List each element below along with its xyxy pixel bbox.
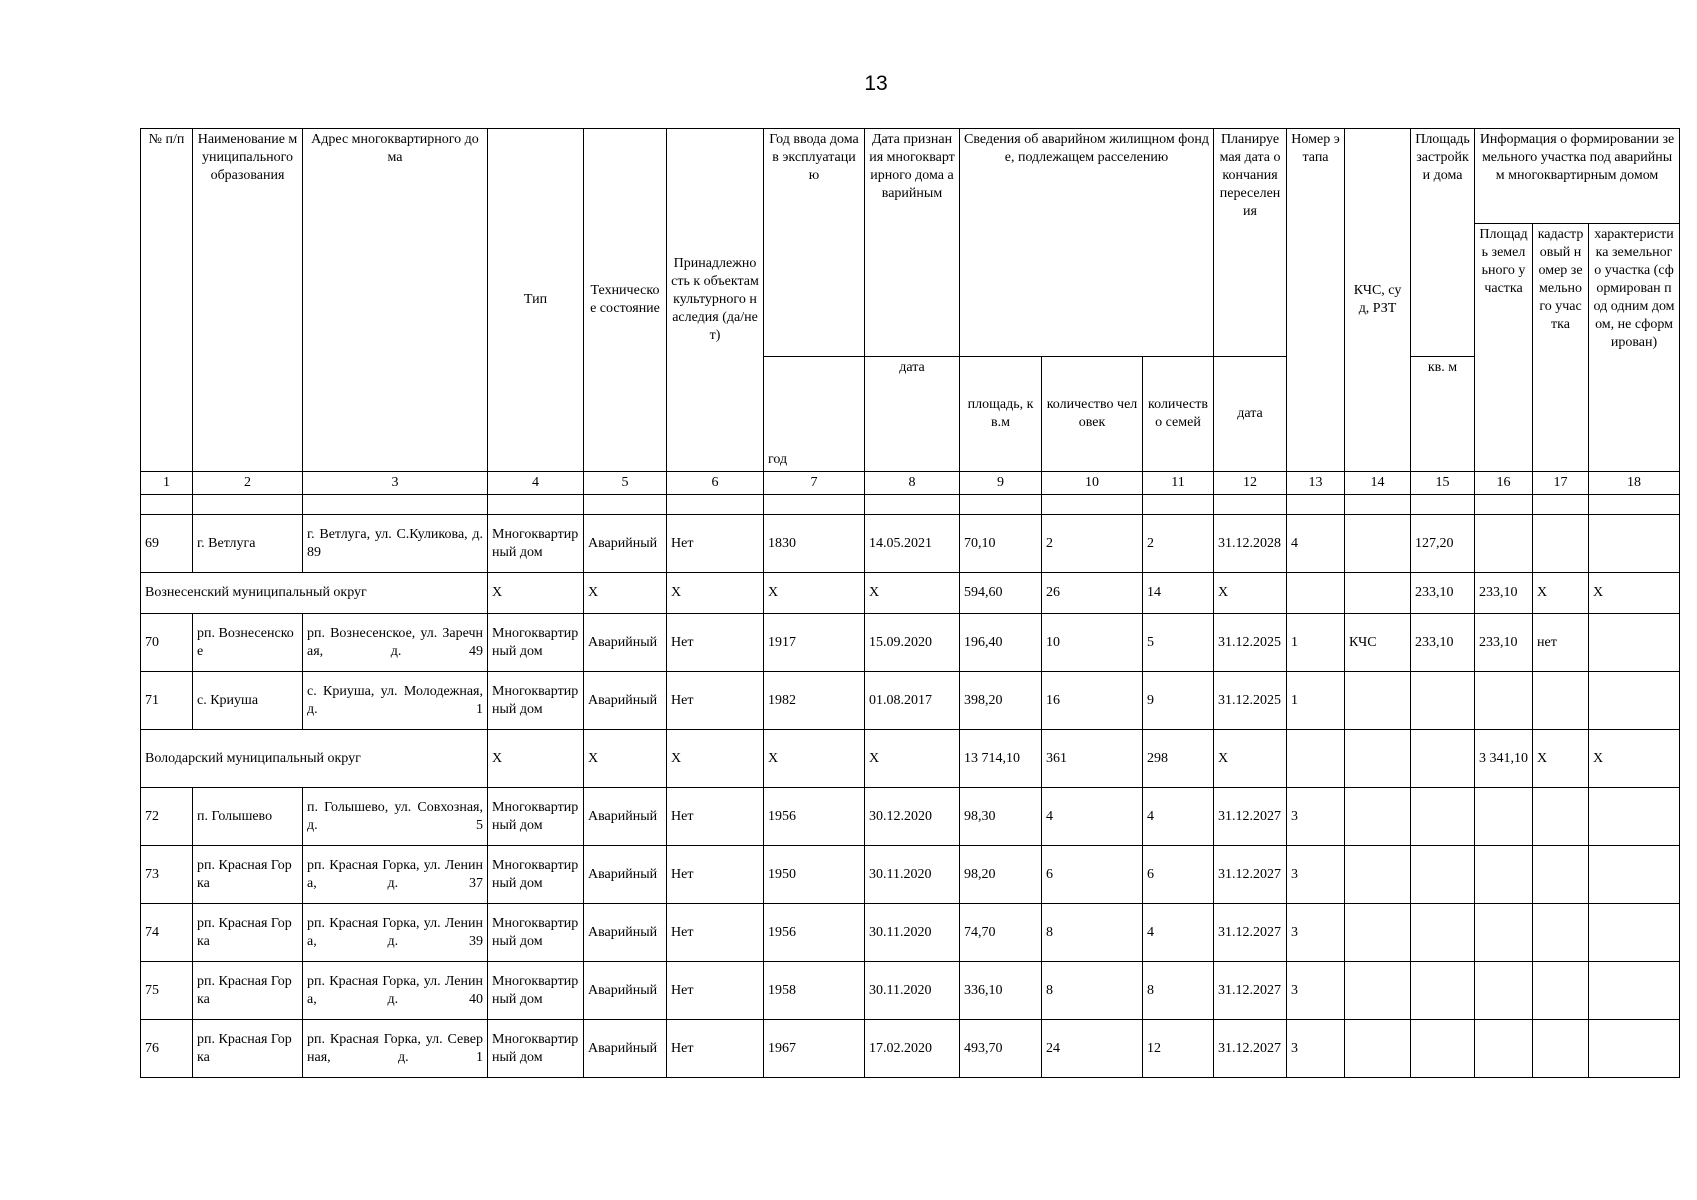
families-cell: 2	[1143, 515, 1214, 573]
cadastral-cell: Х	[1533, 573, 1589, 614]
area-cell: 398,20	[960, 672, 1042, 730]
kchs-cell	[1345, 573, 1411, 614]
table-row	[141, 962, 1680, 1020]
address-cell: рп. Вознесенское, ул. Заречная, д. 49	[303, 614, 488, 672]
header-date-unit: дата	[865, 357, 960, 472]
land-area-cell	[1475, 1020, 1533, 1078]
area-cell: 70,10	[960, 515, 1042, 573]
stage-cell	[1287, 730, 1345, 788]
table-row	[141, 672, 1680, 730]
kchs-cell	[1345, 672, 1411, 730]
column-numbers-row	[141, 472, 1680, 495]
header-tech-state: Техническое состояние	[584, 129, 667, 472]
municipality-cell: рп. Вознесенское	[193, 614, 303, 672]
kchs-cell: КЧС	[1345, 614, 1411, 672]
families-cell: 5	[1143, 614, 1214, 672]
header-people: количество человек	[1042, 357, 1143, 472]
built-area-cell: 127,20	[1411, 515, 1475, 573]
area-cell: 336,10	[960, 962, 1042, 1020]
type-cell: Х	[488, 573, 584, 614]
address-cell: рп. Красная Горка, ул. Ленина, д. 37	[303, 846, 488, 904]
address-cell: г. Ветлуга, ул. С.Куликова, д. 89	[303, 515, 488, 573]
people-cell: 4	[1042, 788, 1143, 846]
stage-cell: 1	[1287, 614, 1345, 672]
planned-end-cell: 31.12.2027	[1214, 904, 1287, 962]
header-cadastral: кадастровый номер земельного участка	[1533, 224, 1589, 472]
date-cell: 30.12.2020	[865, 788, 960, 846]
column-number: 11	[1143, 472, 1214, 495]
date-cell: 14.05.2021	[865, 515, 960, 573]
land-char-cell	[1589, 962, 1680, 1020]
cadastral-cell	[1533, 1020, 1589, 1078]
header-land-char: характеристика земельного участка (сформирован под одним домом, не сформирован)	[1589, 224, 1680, 472]
cadastral-cell: Х	[1533, 730, 1589, 788]
table-row	[141, 788, 1680, 846]
kchs-cell	[1345, 904, 1411, 962]
stage-cell: 3	[1287, 788, 1345, 846]
families-cell: 298	[1143, 730, 1214, 788]
header-built-area-unit: кв. м	[1411, 357, 1475, 472]
land-char-cell	[1589, 1020, 1680, 1078]
tech-state-cell: Аварийный	[584, 962, 667, 1020]
type-cell: Многоквартирный дом	[488, 788, 584, 846]
families-cell: 8	[1143, 962, 1214, 1020]
area-cell: 98,30	[960, 788, 1042, 846]
area-cell: 74,70	[960, 904, 1042, 962]
municipality-cell: рп. Красная Горка	[193, 846, 303, 904]
header-built-area: Площадь застройки дома	[1411, 129, 1475, 357]
date-cell: 30.11.2020	[865, 962, 960, 1020]
column-number: 1	[141, 472, 193, 495]
municipality-cell: г. Ветлуга	[193, 515, 303, 573]
land-area-cell	[1475, 515, 1533, 573]
column-number: 9	[960, 472, 1042, 495]
stage-cell: 4	[1287, 515, 1345, 573]
built-area-cell	[1411, 730, 1475, 788]
municipality-cell: п. Голышево	[193, 788, 303, 846]
header-type: Тип	[488, 129, 584, 472]
column-number: 8	[865, 472, 960, 495]
tech-state-cell: Аварийный	[584, 846, 667, 904]
land-char-cell	[1589, 515, 1680, 573]
type-cell: Многоквартирный дом	[488, 904, 584, 962]
table-row	[141, 1020, 1680, 1078]
people-cell: 24	[1042, 1020, 1143, 1078]
header-address: Адрес многоквартирного дома	[303, 129, 488, 472]
land-area-cell: 233,10	[1475, 614, 1533, 672]
table-row	[141, 846, 1680, 904]
district-title: Володарский муниципальный округ	[141, 730, 488, 788]
page-number: 13	[864, 72, 888, 95]
cadastral-cell	[1533, 515, 1589, 573]
spacer-row	[141, 495, 1680, 515]
people-cell: 26	[1042, 573, 1143, 614]
land-char-cell: Х	[1589, 730, 1680, 788]
heritage-cell: Нет	[667, 614, 764, 672]
stage-cell: 3	[1287, 962, 1345, 1020]
tech-state-cell: Аварийный	[584, 1020, 667, 1078]
header-no: № п/п	[141, 129, 193, 472]
column-number: 10	[1042, 472, 1143, 495]
row-number: 75	[141, 962, 193, 1020]
planned-end-cell: 31.12.2028	[1214, 515, 1287, 573]
date-cell: 01.08.2017	[865, 672, 960, 730]
address-cell: рп. Красная Горка, ул. Ленина, д. 39	[303, 904, 488, 962]
row-number: 74	[141, 904, 193, 962]
row-number: 73	[141, 846, 193, 904]
cadastral-cell	[1533, 788, 1589, 846]
type-cell: Многоквартирный дом	[488, 1020, 584, 1078]
address-cell: рп. Красная Горка, ул. Северная, д. 1	[303, 1020, 488, 1078]
column-number: 5	[584, 472, 667, 495]
land-char-cell	[1589, 614, 1680, 672]
land-area-cell	[1475, 904, 1533, 962]
header-stage: Номер этапа	[1287, 129, 1345, 472]
type-cell: Многоквартирный дом	[488, 962, 584, 1020]
planned-end-cell: 31.12.2027	[1214, 788, 1287, 846]
district-title: Вознесенский муниципальный округ	[141, 573, 488, 614]
header-planned-end: Планируемая дата окончания переселения	[1214, 129, 1287, 357]
type-cell: Х	[488, 730, 584, 788]
built-area-cell	[1411, 1020, 1475, 1078]
built-area-cell	[1411, 904, 1475, 962]
kchs-cell	[1345, 962, 1411, 1020]
built-area-cell	[1411, 788, 1475, 846]
address-cell: рп. Красная Горка, ул. Ленина, д. 40	[303, 962, 488, 1020]
municipality-cell: с. Криуша	[193, 672, 303, 730]
planned-end-cell: 31.12.2027	[1214, 1020, 1287, 1078]
built-area-cell: 233,10	[1411, 614, 1475, 672]
land-area-cell: 233,10	[1475, 573, 1533, 614]
year-cell: 1830	[764, 515, 865, 573]
year-cell: 1958	[764, 962, 865, 1020]
heritage-cell: Х	[667, 730, 764, 788]
header-planned-unit: дата	[1214, 357, 1287, 472]
land-area-cell: 3 341,10	[1475, 730, 1533, 788]
land-area-cell	[1475, 788, 1533, 846]
header-kchs: КЧС, суд, РЗТ	[1345, 129, 1411, 472]
column-number: 12	[1214, 472, 1287, 495]
land-char-cell: Х	[1589, 573, 1680, 614]
row-number: 69	[141, 515, 193, 573]
type-cell: Многоквартирный дом	[488, 515, 584, 573]
built-area-cell: 233,10	[1411, 573, 1475, 614]
cadastral-cell	[1533, 904, 1589, 962]
people-cell: 10	[1042, 614, 1143, 672]
district-total-row	[141, 573, 1680, 614]
column-number: 14	[1345, 472, 1411, 495]
emergency-housing-table	[140, 128, 1680, 1078]
kchs-cell	[1345, 788, 1411, 846]
kchs-cell	[1345, 1020, 1411, 1078]
type-cell: Многоквартирный дом	[488, 614, 584, 672]
area-cell: 594,60	[960, 573, 1042, 614]
year-cell: 1956	[764, 904, 865, 962]
built-area-cell	[1411, 672, 1475, 730]
date-cell: 15.09.2020	[865, 614, 960, 672]
heritage-cell: Нет	[667, 672, 764, 730]
row-number: 70	[141, 614, 193, 672]
year-cell: 1950	[764, 846, 865, 904]
header-municipality: Наименование муниципального образования	[193, 129, 303, 472]
address-cell: п. Голышево, ул. Совхозная, д. 5	[303, 788, 488, 846]
built-area-cell	[1411, 962, 1475, 1020]
land-char-cell	[1589, 788, 1680, 846]
date-cell: Х	[865, 730, 960, 788]
stage-cell: 3	[1287, 904, 1345, 962]
land-char-cell	[1589, 904, 1680, 962]
tech-state-cell: Х	[584, 730, 667, 788]
type-cell: Многоквартирный дом	[488, 846, 584, 904]
area-cell: 196,40	[960, 614, 1042, 672]
tech-state-cell: Аварийный	[584, 672, 667, 730]
district-total-row	[141, 730, 1680, 788]
column-number: 17	[1533, 472, 1589, 495]
column-number: 7	[764, 472, 865, 495]
header-area: площадь, кв.м	[960, 357, 1042, 472]
families-cell: 9	[1143, 672, 1214, 730]
planned-end-cell: 31.12.2027	[1214, 846, 1287, 904]
cadastral-cell	[1533, 672, 1589, 730]
families-cell: 12	[1143, 1020, 1214, 1078]
people-cell: 8	[1042, 962, 1143, 1020]
municipality-cell: рп. Красная Горка	[193, 1020, 303, 1078]
column-number: 18	[1589, 472, 1680, 495]
families-cell: 4	[1143, 904, 1214, 962]
cadastral-cell: нет	[1533, 614, 1589, 672]
column-number: 16	[1475, 472, 1533, 495]
row-number: 76	[141, 1020, 193, 1078]
stage-cell	[1287, 573, 1345, 614]
year-cell: 1956	[764, 788, 865, 846]
heritage-cell: Нет	[667, 846, 764, 904]
column-number: 3	[303, 472, 488, 495]
area-cell: 13 714,10	[960, 730, 1042, 788]
heritage-cell: Нет	[667, 788, 764, 846]
families-cell: 14	[1143, 573, 1214, 614]
built-area-cell	[1411, 846, 1475, 904]
year-cell: 1982	[764, 672, 865, 730]
municipality-cell: рп. Красная Горка	[193, 904, 303, 962]
land-char-cell	[1589, 672, 1680, 730]
header-date-declared: Дата признания многоквартирного дома аварийным	[865, 129, 960, 357]
date-cell: 30.11.2020	[865, 904, 960, 962]
stage-cell: 3	[1287, 1020, 1345, 1078]
header-heritage: Принадлежность к объектам культурного наследия (да/нет)	[667, 129, 764, 472]
year-cell: Х	[764, 573, 865, 614]
planned-end-cell: 31.12.2027	[1214, 962, 1287, 1020]
year-cell: 1967	[764, 1020, 865, 1078]
tech-state-cell: Аварийный	[584, 614, 667, 672]
planned-end-cell: Х	[1214, 573, 1287, 614]
stage-cell: 1	[1287, 672, 1345, 730]
heritage-cell: Нет	[667, 904, 764, 962]
kchs-cell	[1345, 846, 1411, 904]
tech-state-cell: Аварийный	[584, 788, 667, 846]
land-area-cell	[1475, 672, 1533, 730]
address-cell: с. Криуша, ул. Молодежная, д. 1	[303, 672, 488, 730]
kchs-cell	[1345, 515, 1411, 573]
row-number: 72	[141, 788, 193, 846]
table-row	[141, 614, 1680, 672]
header-emergency-info: Сведения об аварийном жилищном фонде, подлежащем расселению	[960, 129, 1214, 357]
cadastral-cell	[1533, 846, 1589, 904]
heritage-cell: Х	[667, 573, 764, 614]
column-number: 13	[1287, 472, 1345, 495]
heritage-cell: Нет	[667, 515, 764, 573]
cadastral-cell	[1533, 962, 1589, 1020]
column-number: 15	[1411, 472, 1475, 495]
heritage-cell: Нет	[667, 1020, 764, 1078]
table-row	[141, 515, 1680, 573]
people-cell: 8	[1042, 904, 1143, 962]
header-year-built: Год ввода дома в эксплуатацию	[764, 129, 865, 357]
families-cell: 4	[1143, 788, 1214, 846]
column-number: 2	[193, 472, 303, 495]
year-cell: 1917	[764, 614, 865, 672]
area-cell: 493,70	[960, 1020, 1042, 1078]
row-number: 71	[141, 672, 193, 730]
people-cell: 6	[1042, 846, 1143, 904]
column-number: 4	[488, 472, 584, 495]
people-cell: 2	[1042, 515, 1143, 573]
people-cell: 16	[1042, 672, 1143, 730]
header-land-area: Площадь земельного участка	[1475, 224, 1533, 472]
header-land-info: Информация о формировании земельного участка под аварийным многоквартирным домом	[1475, 129, 1680, 224]
header-year-unit: год	[764, 357, 865, 472]
column-number: 6	[667, 472, 764, 495]
type-cell: Многоквартирный дом	[488, 672, 584, 730]
year-cell: Х	[764, 730, 865, 788]
table-row	[141, 904, 1680, 962]
land-area-cell	[1475, 846, 1533, 904]
header-families: количество семей	[1143, 357, 1214, 472]
planned-end-cell: 31.12.2025	[1214, 614, 1287, 672]
families-cell: 6	[1143, 846, 1214, 904]
land-char-cell	[1589, 846, 1680, 904]
stage-cell: 3	[1287, 846, 1345, 904]
planned-end-cell: 31.12.2025	[1214, 672, 1287, 730]
date-cell: 30.11.2020	[865, 846, 960, 904]
area-cell: 98,20	[960, 846, 1042, 904]
planned-end-cell: Х	[1214, 730, 1287, 788]
land-area-cell	[1475, 962, 1533, 1020]
municipality-cell: рп. Красная Горка	[193, 962, 303, 1020]
people-cell: 361	[1042, 730, 1143, 788]
kchs-cell	[1345, 730, 1411, 788]
tech-state-cell: Х	[584, 573, 667, 614]
heritage-cell: Нет	[667, 962, 764, 1020]
tech-state-cell: Аварийный	[584, 515, 667, 573]
tech-state-cell: Аварийный	[584, 904, 667, 962]
date-cell: Х	[865, 573, 960, 614]
date-cell: 17.02.2020	[865, 1020, 960, 1078]
